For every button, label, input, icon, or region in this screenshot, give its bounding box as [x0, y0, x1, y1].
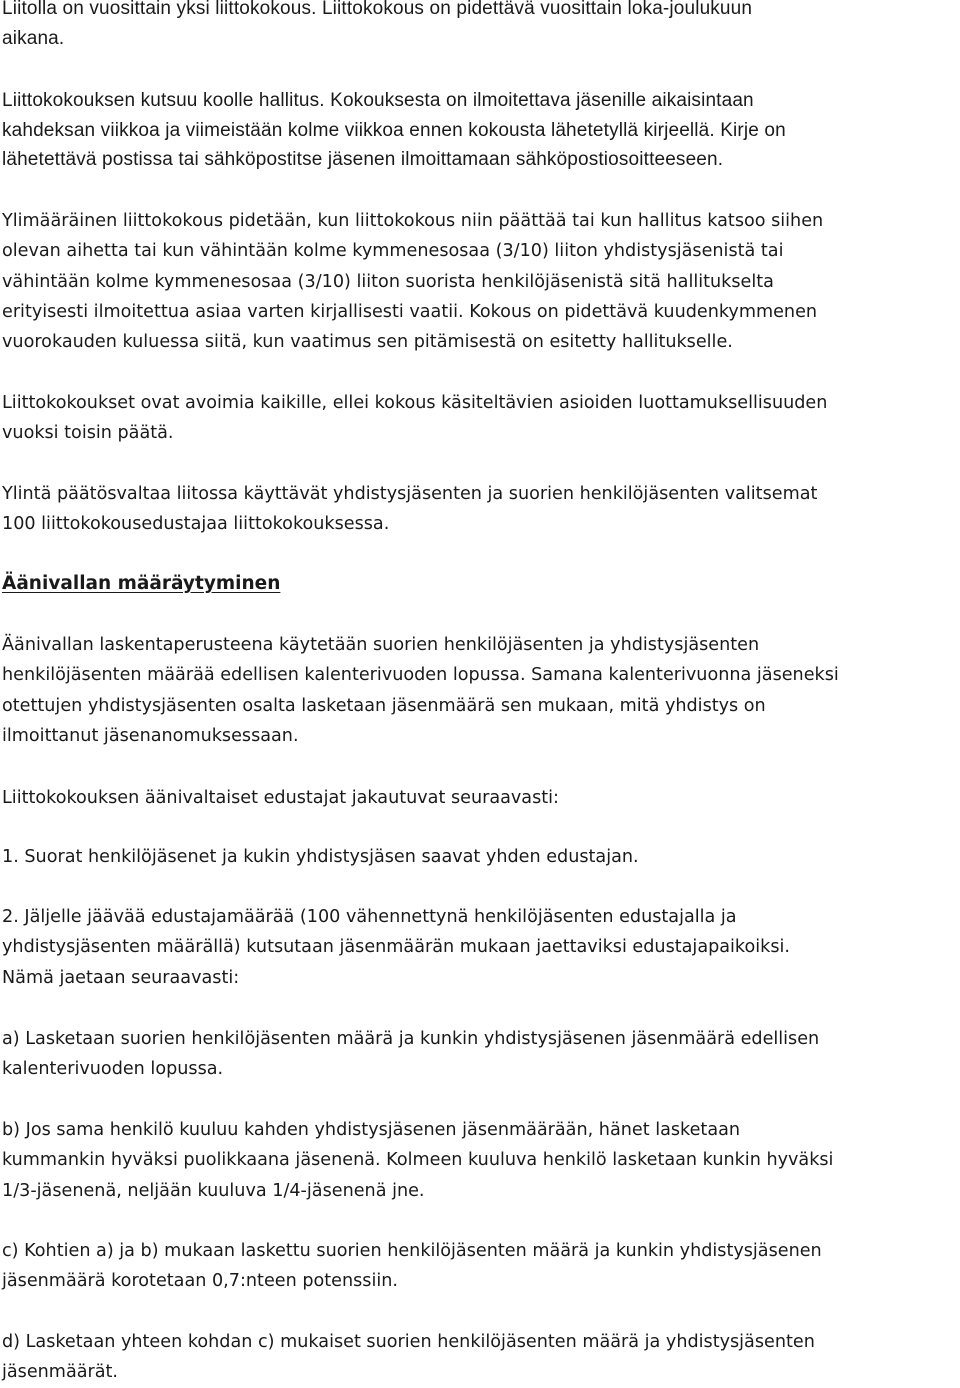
list-item-1: 1. Suorat henkilöjäsenet ja kukin yhdistysjäsen saavat yhden edustajan. [2, 847, 639, 867]
section-heading-voting-power: Äänivallan määräytyminen [2, 573, 281, 594]
paragraph-voting-basis: Äänivallan laskentaperusteena käytetään suorien henkilöjäsenten ja yhdistysjäsenten henkilöjäsenten määrää edellisen kalenterivuoden lopussa. Samana kalenterivuonna jäseneksi otettujen yhdistysjäsenten osalta lasketaan jäsenmäärä sen mukaan, mitä yhdistys on ilmoittanut jäsenanomuksessaan. [2, 635, 839, 746]
paragraph-decision-power: Ylintä päätösvaltaa liitossa käyttävät yhdistysjäsenten ja suorien henkilöjäsenten valitsemat 100 liittokokousedustajaa liittokokouksessa. [2, 484, 818, 535]
list-item-d: d) Lasketaan yhteen kohdan c) mukaiset suorien henkilöjäsenten määrä ja yhdistysjäsenten jäsenmäärät. [2, 1332, 815, 1383]
paragraph-open-meetings: Liittokokoukset ovat avoimia kaikille, ellei kokous käsiteltävien asioiden luottamuksellisuuden vuoksi toisin päätä. [2, 393, 828, 444]
paragraph-extraordinary-meeting: Ylimääräinen liittokokous pidetään, kun liittokokous niin päättää tai kun hallitus katsoo siihen olevan aihetta tai kun vähintään kolme kymmenesosaa (3/10) liiton yhdistysjäsenistä tai vähintään kolme kymmenesosaa (3/10) liiton suorista henkilöjäsenistä sitä hallitukselta erityisesti ilmoitettua asiaa varten kirjallisesti vaatii. Kokous on pidettävä kuudenkymmenen vuorokauden kuluessa siitä, kun vaatimus sen pitämisestä on esitetty hallitukselle. [2, 211, 824, 353]
list-item-2: 2. Jäljelle jäävää edustajamäärää (100 vähennettynä henkilöjäsenten edustajalla ja yhdistysjäsenten määrällä) kutsutaan jäsenmäärän mukaan jaettaviksi edustajapaikoiksi. Nämä jaetaan seuraavasti: [2, 907, 790, 988]
list-item-b: b) Jos sama henkilö kuuluu kahden yhdistysjäsenen jäsenmäärään, hänet lasketaan kummankin hyväksi puolikkaana jäsenenä. Kolmeen kuuluva henkilö lasketaan kunkin hyväksi 1/3-jäsenenä, neljään kuuluva 1/4-jäsenenä jne. [2, 1120, 834, 1201]
list-item-a: a) Lasketaan suorien henkilöjäsenten määrä ja kunkin yhdistysjäsenen jäsenmäärä edellisen kalenterivuoden lopussa. [2, 1029, 820, 1080]
paragraph-annual-meeting: Liitolla on vuosittain yksi liittokokous. Liittokokous on pidettävä vuosittain loka-joulukuun aikana. [2, 0, 753, 49]
paragraph-representatives-intro: Liittokokouksen äänivaltaiset edustajat jakautuvat seuraavasti: [2, 788, 559, 808]
paragraph-meeting-invitation: Liittokokouksen kutsuu koolle hallitus. Kokouksesta on ilmoitettava jäsenille aikaisintaan kahdeksan viikkoa ja viimeistään kolme viikkoa ennen kokousta lähetetyllä kirjeellä. Kirje on lähetettävä postissa tai sähköpostitse jäsenen ilmoittamaan sähköpostiosoitteeseen. [2, 90, 786, 170]
list-item-c: c) Kohtien a) ja b) mukaan laskettu suorien henkilöjäsenten määrä ja kunkin yhdistysjäsenen jäsenmäärä korotetaan 0,7:nteen potenssiin. [2, 1241, 822, 1292]
